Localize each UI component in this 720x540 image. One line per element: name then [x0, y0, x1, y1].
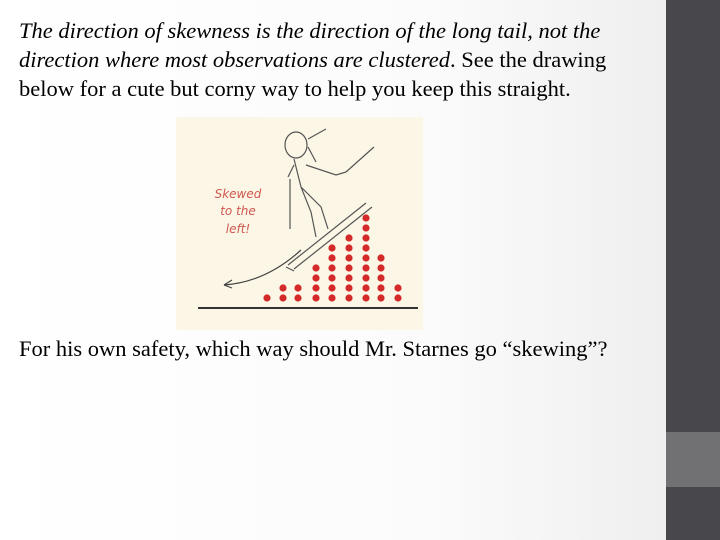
- dot-col-8: [377, 294, 384, 301]
- dot-col-7: [362, 254, 369, 261]
- dot-col-7: [362, 294, 369, 301]
- dot-col-7: [362, 264, 369, 271]
- dot-col-4: [312, 264, 319, 271]
- paragraph-italic: The direction of skewness is the direction of the long tail, not the direction where most observations are clustered: [19, 18, 601, 72]
- dot-col-8: [377, 254, 384, 261]
- caption-line-1: Skewed: [214, 187, 262, 201]
- dotplot-drawing: [176, 117, 423, 330]
- dot-col-3: [294, 294, 301, 301]
- dot-col-8: [377, 264, 384, 271]
- dot-col-4: [312, 294, 319, 301]
- dot-col-9: [394, 284, 401, 291]
- dot-col-2: [279, 294, 286, 301]
- dot-col-2: [279, 284, 286, 291]
- dot-col-6: [345, 234, 352, 241]
- dot-col-7: [362, 224, 369, 231]
- dot-col-6: [345, 284, 352, 291]
- dot-col-4: [312, 284, 319, 291]
- tail-arrow: [224, 250, 301, 285]
- dot-col-9: [394, 294, 401, 301]
- dot-col-5: [328, 254, 335, 261]
- dot-col-5: [328, 294, 335, 301]
- dot-col-6: [345, 294, 352, 301]
- dot-col-6: [345, 274, 352, 281]
- dot-col-8: [377, 274, 384, 281]
- dot-col-7: [362, 234, 369, 241]
- skier-illustration: [176, 117, 423, 330]
- question-text: For his own safety, which way should Mr. Starnes go “skewing”?: [19, 336, 608, 361]
- dot-col-7: [362, 214, 369, 221]
- dot-col-7: [362, 244, 369, 251]
- dot-col-4: [312, 274, 319, 281]
- body-paragraph: [19, 16, 659, 103]
- dot-col-5: [328, 284, 335, 291]
- dot-col-5: [328, 264, 335, 271]
- dot-col-1: [263, 294, 270, 301]
- caption-line-3: left!: [225, 222, 251, 236]
- dot-col-5: [328, 274, 335, 281]
- dot-col-6: [345, 244, 352, 251]
- dot-col-7: [362, 274, 369, 281]
- dot-col-6: [345, 254, 352, 261]
- sidebar-accent-block: [666, 432, 720, 487]
- paragraph-rest: . See the drawing below for a cute but corny way to help you keep this straight.: [19, 47, 607, 101]
- dot-col-6: [345, 264, 352, 271]
- dot-col-5: [328, 244, 335, 251]
- dot-col-3: [294, 284, 301, 291]
- caption-line-2: to the: [220, 204, 256, 218]
- dot-col-7: [362, 284, 369, 291]
- slide-sidebar: [666, 0, 720, 540]
- dot-col-8: [377, 284, 384, 291]
